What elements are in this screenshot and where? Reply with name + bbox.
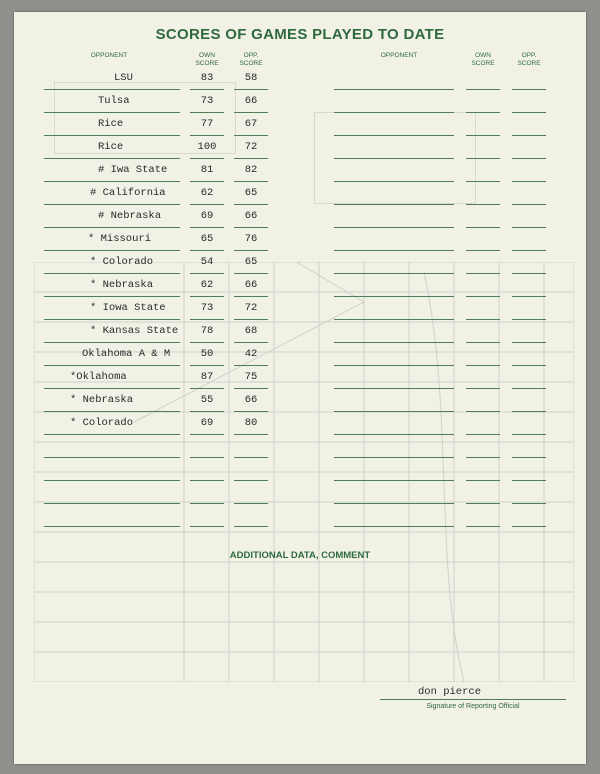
opponent-name: * Colorado <box>90 256 154 268</box>
right-opp-rule <box>512 204 546 205</box>
own-score: 69 <box>200 417 214 429</box>
opp-rule <box>234 388 268 389</box>
own-rule <box>190 319 224 320</box>
own-score: 81 <box>200 164 214 176</box>
right-opp-rule <box>512 342 546 343</box>
own-score: 55 <box>200 394 214 406</box>
opponent-rule <box>44 135 180 136</box>
right-opp-rule <box>512 365 546 366</box>
right-opp-rule <box>512 181 546 182</box>
own-score: 78 <box>200 325 214 337</box>
right-opp-rule <box>512 89 546 90</box>
right-opponent-rule <box>334 457 454 458</box>
game-row <box>14 415 586 438</box>
game-row <box>14 300 586 323</box>
opponent-rule <box>44 526 180 527</box>
opp-score: 65 <box>244 187 258 199</box>
signature-line <box>380 699 566 700</box>
right-own-rule <box>466 296 500 297</box>
opp-rule <box>234 411 268 412</box>
own-rule <box>190 135 224 136</box>
own-rule <box>190 204 224 205</box>
own-score: 50 <box>200 348 214 360</box>
opp-rule <box>234 250 268 251</box>
opp-score: 66 <box>244 394 258 406</box>
game-row <box>14 185 586 208</box>
own-score: 62 <box>200 279 214 291</box>
opponent-rule <box>44 112 180 113</box>
game-row <box>14 346 586 369</box>
right-own-rule <box>466 526 500 527</box>
opp-rule <box>234 135 268 136</box>
game-row <box>14 116 586 139</box>
opp-score: 42 <box>244 348 258 360</box>
opp-score: 75 <box>244 371 258 383</box>
opp-score: 76 <box>244 233 258 245</box>
game-row <box>14 392 586 415</box>
right-own-rule <box>466 158 500 159</box>
game-row <box>14 231 586 254</box>
signature-label: Signature of Reporting Official <box>426 703 520 710</box>
right-opp-rule <box>512 158 546 159</box>
opponent-rule <box>44 158 180 159</box>
opp-score: 66 <box>244 279 258 291</box>
own-rule <box>190 457 224 458</box>
own-rule <box>190 388 224 389</box>
opponent-rule <box>44 480 180 481</box>
opp-rule <box>234 457 268 458</box>
opp-score: 66 <box>244 210 258 222</box>
opponent-name: * Missouri <box>88 233 152 245</box>
right-own-rule <box>466 112 500 113</box>
own-rule <box>190 411 224 412</box>
opponent-header-left: OPPONENT <box>90 52 128 59</box>
right-own-rule <box>466 227 500 228</box>
right-own-rule <box>466 342 500 343</box>
game-row <box>14 277 586 300</box>
opponent-name: LSU <box>114 72 133 84</box>
right-opp-rule <box>512 273 546 274</box>
empty-row <box>14 438 586 461</box>
right-own-rule <box>466 388 500 389</box>
own-rule <box>190 250 224 251</box>
right-opponent-rule <box>334 319 454 320</box>
own-score: 54 <box>200 256 214 268</box>
opp-rule <box>234 158 268 159</box>
opponent-rule <box>44 503 180 504</box>
right-own-rule <box>466 480 500 481</box>
opponent-rule <box>44 296 180 297</box>
right-own-rule <box>466 250 500 251</box>
game-row <box>14 369 586 392</box>
opponent-rule <box>44 273 180 274</box>
opp-rule <box>234 319 268 320</box>
opp-score: 82 <box>244 164 258 176</box>
right-opponent-rule <box>334 250 454 251</box>
right-opponent-rule <box>334 526 454 527</box>
right-own-rule <box>466 89 500 90</box>
own-score: 73 <box>200 302 214 314</box>
opp-score: 67 <box>244 118 258 130</box>
right-own-rule <box>466 503 500 504</box>
right-opp-rule <box>512 434 546 435</box>
opponent-rule <box>44 319 180 320</box>
opp-rule <box>234 273 268 274</box>
opp-score-header-left: OPP. SCORE <box>239 52 263 67</box>
opponent-name: * Colorado <box>70 417 134 429</box>
right-opponent-rule <box>334 480 454 481</box>
opponent-name: * Iowa State <box>90 302 166 314</box>
right-own-rule <box>466 434 500 435</box>
game-row <box>14 70 586 93</box>
right-own-rule <box>466 273 500 274</box>
right-opponent-rule <box>334 227 454 228</box>
own-score: 69 <box>200 210 214 222</box>
opponent-name: * Nebraska <box>70 394 134 406</box>
empty-row <box>14 484 586 507</box>
own-score: 77 <box>200 118 214 130</box>
own-rule <box>190 273 224 274</box>
own-rule <box>190 503 224 504</box>
opp-rule <box>234 480 268 481</box>
game-row <box>14 93 586 116</box>
right-opp-rule <box>512 503 546 504</box>
right-opponent-rule <box>334 112 454 113</box>
right-own-rule <box>466 411 500 412</box>
right-opp-rule <box>512 250 546 251</box>
right-opp-rule <box>512 526 546 527</box>
opp-score: 66 <box>244 95 258 107</box>
opponent-name: *Oklahoma <box>70 371 127 383</box>
right-opp-rule <box>512 411 546 412</box>
own-score: 73 <box>200 95 214 107</box>
right-opponent-rule <box>334 365 454 366</box>
right-opp-rule <box>512 296 546 297</box>
right-opp-rule <box>512 135 546 136</box>
opp-rule <box>234 342 268 343</box>
own-score-header-left: OWN SCORE <box>195 52 219 67</box>
additional-data-heading: ADDITIONAL DATA, COMMENT <box>229 550 371 561</box>
opp-score: 72 <box>244 141 258 153</box>
opponent-rule <box>44 365 180 366</box>
opp-rule <box>234 204 268 205</box>
right-opp-rule <box>512 457 546 458</box>
right-opponent-rule <box>334 158 454 159</box>
own-score: 83 <box>200 72 214 84</box>
opp-rule <box>234 296 268 297</box>
opponent-name: * Kansas State <box>90 325 179 337</box>
right-opponent-rule <box>334 342 454 343</box>
own-rule <box>190 434 224 435</box>
right-opponent-rule <box>334 204 454 205</box>
opponent-rule <box>44 457 180 458</box>
game-row <box>14 323 586 346</box>
game-row <box>14 208 586 231</box>
right-opp-rule <box>512 112 546 113</box>
opponent-rule <box>44 388 180 389</box>
opp-score: 58 <box>244 72 258 84</box>
right-own-rule <box>466 457 500 458</box>
right-opp-rule <box>512 388 546 389</box>
opponent-name: * Nebraska <box>90 279 154 291</box>
own-rule <box>190 112 224 113</box>
right-opponent-rule <box>334 273 454 274</box>
opponent-name: Rice <box>98 118 124 130</box>
opp-rule <box>234 365 268 366</box>
own-rule <box>190 365 224 366</box>
opponent-name: # Iwa State <box>98 164 168 176</box>
opponent-rule <box>44 89 180 90</box>
opponent-name: # Nebraska <box>98 210 162 222</box>
opponent-rule <box>44 342 180 343</box>
own-rule <box>190 480 224 481</box>
opp-rule <box>234 434 268 435</box>
opponent-rule <box>44 227 180 228</box>
right-opponent-rule <box>334 135 454 136</box>
right-opponent-rule <box>334 411 454 412</box>
opp-rule <box>234 503 268 504</box>
signature: don pierce <box>418 686 482 698</box>
right-own-rule <box>466 135 500 136</box>
right-opp-rule <box>512 227 546 228</box>
opponent-rule <box>44 434 180 435</box>
own-score: 87 <box>200 371 214 383</box>
game-row <box>14 254 586 277</box>
own-score-header-right: OWN SCORE <box>471 52 495 67</box>
score-card <box>14 12 586 764</box>
opponent-rule <box>44 250 180 251</box>
opp-rule <box>234 526 268 527</box>
opp-rule <box>234 112 268 113</box>
right-opponent-rule <box>334 89 454 90</box>
opp-score: 72 <box>244 302 258 314</box>
own-rule <box>190 296 224 297</box>
own-rule <box>190 158 224 159</box>
opponent-rule <box>44 181 180 182</box>
right-own-rule <box>466 204 500 205</box>
right-own-rule <box>466 365 500 366</box>
own-rule <box>190 227 224 228</box>
opponent-name: # California <box>90 187 166 199</box>
right-opponent-rule <box>334 388 454 389</box>
right-opponent-rule <box>334 181 454 182</box>
opponent-name: Tulsa <box>98 95 130 107</box>
own-rule <box>190 526 224 527</box>
right-opponent-rule <box>334 434 454 435</box>
right-opp-rule <box>512 480 546 481</box>
own-score: 100 <box>197 141 217 153</box>
right-own-rule <box>466 181 500 182</box>
form-title: SCORES OF GAMES PLAYED TO DATE <box>155 26 445 43</box>
opp-score-header-right: OPP. SCORE <box>517 52 541 67</box>
right-opp-rule <box>512 319 546 320</box>
game-row <box>14 162 586 185</box>
own-rule <box>190 89 224 90</box>
opp-rule <box>234 227 268 228</box>
opponent-name: Rice <box>98 141 124 153</box>
opp-score: 68 <box>244 325 258 337</box>
empty-row <box>14 507 586 530</box>
opponent-name: Oklahoma A & M <box>82 348 171 360</box>
empty-row <box>14 461 586 484</box>
opp-score: 65 <box>244 256 258 268</box>
game-row <box>14 139 586 162</box>
opp-rule <box>234 89 268 90</box>
opponent-rule <box>44 204 180 205</box>
opponent-rule <box>44 411 180 412</box>
own-score: 62 <box>200 187 214 199</box>
own-score: 65 <box>200 233 214 245</box>
opp-rule <box>234 181 268 182</box>
own-rule <box>190 342 224 343</box>
right-own-rule <box>466 319 500 320</box>
opp-score: 80 <box>244 417 258 429</box>
opponent-header-right: OPPONENT <box>380 52 418 59</box>
own-rule <box>190 181 224 182</box>
right-opponent-rule <box>334 296 454 297</box>
right-opponent-rule <box>334 503 454 504</box>
